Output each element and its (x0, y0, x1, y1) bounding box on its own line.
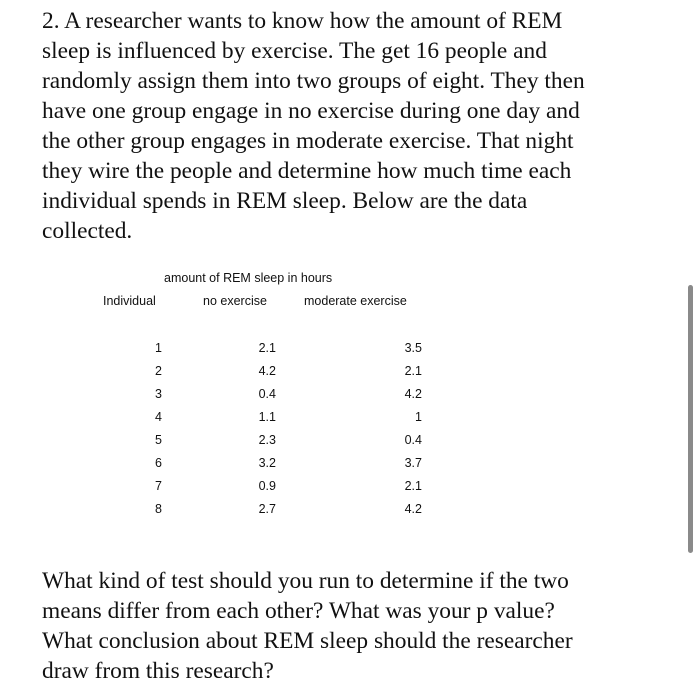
problem-line: have one group engage in no exercise during one day and (42, 98, 580, 124)
table-cell-moderate-exercise: 2.1 (404, 479, 422, 493)
header-individual: Individual (103, 294, 156, 308)
column-individual (140, 340, 162, 524)
table-cell-individual: 1 (155, 341, 162, 355)
table-cell-individual: 3 (155, 387, 162, 401)
header-no-exercise: no exercise (203, 294, 267, 308)
column-no-exercise (240, 340, 276, 524)
problem-line: collected. (42, 218, 133, 244)
table-cell-no-exercise: 3.2 (258, 456, 276, 470)
problem-line: randomly assign them into two groups of eight. They then (42, 68, 585, 94)
question-text (42, 566, 662, 686)
table-cell-individual: 7 (155, 479, 162, 493)
table-cell-moderate-exercise: 1 (415, 410, 422, 424)
question-line: means differ from each other? What was your p value? (42, 598, 555, 624)
table-cell-no-exercise: 2.1 (258, 341, 276, 355)
problem-line: 2. A researcher wants to know how the amount of REM (42, 8, 563, 34)
table-cell-individual: 4 (155, 410, 162, 424)
table-cell-moderate-exercise: 2.1 (404, 364, 422, 378)
table-cell-individual: 6 (155, 456, 162, 470)
problem-line: the other group engages in moderate exercise. That night (42, 128, 574, 154)
question-line: What kind of test should you run to determine if the two (42, 568, 569, 594)
table-cell-no-exercise: 1.1 (258, 410, 276, 424)
problem-line: individual spends in REM sleep. Below are the data (42, 188, 528, 214)
header-moderate-exercise: moderate exercise (304, 294, 407, 308)
question-line: draw from this research? (42, 658, 274, 684)
table-cell-moderate-exercise: 4.2 (404, 502, 422, 516)
vertical-scrollbar[interactable] (688, 285, 693, 553)
column-moderate-exercise (384, 340, 422, 524)
table-cell-no-exercise: 2.3 (258, 433, 276, 447)
table-cell-individual: 5 (155, 433, 162, 447)
problem-line: sleep is influenced by exercise. The get 16 people and (42, 38, 547, 64)
table-cell-moderate-exercise: 0.4 (404, 433, 422, 447)
table-cell-individual: 2 (155, 364, 162, 378)
table-cell-moderate-exercise: 4.2 (404, 387, 422, 401)
problem-line: they wire the people and determine how much time each (42, 158, 572, 184)
table-cell-no-exercise: 2.7 (258, 502, 276, 516)
table-cell-moderate-exercise: 3.5 (404, 341, 422, 355)
table-caption: amount of REM sleep in hours (164, 271, 333, 285)
question-line: What conclusion about REM sleep should the researcher (42, 628, 573, 654)
table-cell-no-exercise: 0.4 (258, 387, 276, 401)
table-cell-no-exercise: 0.9 (258, 479, 276, 493)
table-cell-no-exercise: 4.2 (258, 364, 276, 378)
table-cell-individual: 8 (155, 502, 162, 516)
table-cell-moderate-exercise: 3.7 (404, 456, 422, 470)
